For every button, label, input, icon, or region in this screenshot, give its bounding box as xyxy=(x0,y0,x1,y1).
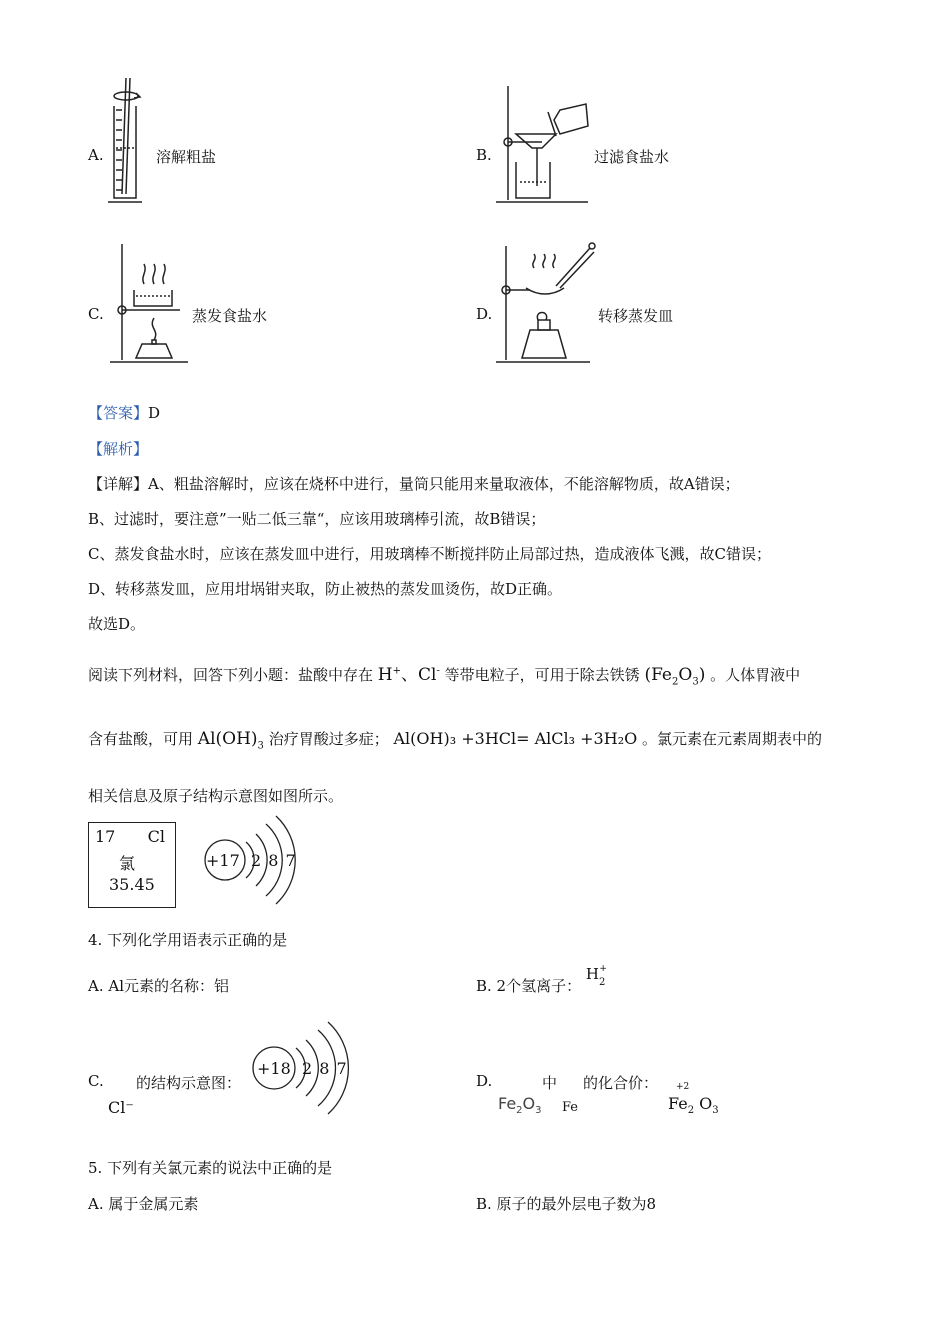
q4-option-b xyxy=(476,964,613,998)
option-a-letter: A. xyxy=(88,146,104,164)
option-b-letter: B. xyxy=(476,146,492,164)
q4-option-c-text: 的结构示意图： xyxy=(136,1074,242,1092)
q4-d-fe: Fe xyxy=(562,1100,579,1115)
q5-option-a: A. 属于金属元素 xyxy=(88,1195,199,1213)
aloh3-formula: $Al(OH)_3$ xyxy=(197,729,264,752)
option-c-letter: C. xyxy=(88,305,104,323)
q4-d-fe2o3-formula: $Fe_2O_3$ xyxy=(498,1094,542,1117)
analysis-line-a xyxy=(88,473,740,494)
analysis-line-d: D、转移蒸发皿，应用坩埚钳夹取，防止被热的蒸发皿烫伤，故D正确。 xyxy=(88,580,563,598)
option-d-letter: D. xyxy=(476,305,493,323)
q4-option-c-letter: C. xyxy=(88,1072,104,1090)
analysis-conclusion: 故选D。 xyxy=(88,615,146,633)
material-text-2b: 治疗胃酸过多症； xyxy=(268,730,389,748)
material-text-2a: 含有盐酸，可用 xyxy=(88,730,194,748)
h2-ion-formula: $H_2^+$ xyxy=(585,964,607,988)
analysis-line-c: C、蒸发食盐水时，应该在蒸发皿中进行，用玻璃棒不断搅拌防止局部过热，造成液体飞溅，故C错误； xyxy=(88,545,771,563)
transfer-dish-figure xyxy=(494,238,602,368)
q5-option-b: B. 原子的最外层电子数为8 xyxy=(476,1195,657,1213)
option-d-label: 转移蒸发皿 xyxy=(598,307,674,325)
q4-option-d-letter: D. xyxy=(476,1072,493,1090)
material-text-1a: 阅读下列材料，回答下列小题：盐酸中存在 xyxy=(88,666,374,684)
element-card-number: 17 xyxy=(95,827,116,846)
q4-d-answer-formula: $Fe_2$ $O_3$ xyxy=(668,1094,719,1117)
q4-d-valence: +2 xyxy=(676,1082,690,1092)
cl-shells: 2 8 7 xyxy=(251,851,296,870)
element-card-symbol: Cl xyxy=(147,827,165,846)
material-text-2c: 。氯元素在元素周期表中的 xyxy=(642,730,823,748)
q4-option-d-text: 的化合价： xyxy=(583,1074,659,1092)
q4-option-a: A. Al元素的名称：铝 xyxy=(88,977,229,995)
analysis-line-b: B、过滤时，要注意”一贴二低三靠“，应该用玻璃棒引流，故B错误； xyxy=(88,510,546,528)
detail-tag: 【详解】 xyxy=(88,475,149,493)
option-c-label: 蒸发食盐水 xyxy=(192,307,268,325)
material-line-1 xyxy=(88,660,800,687)
q4-c-shells: 2 8 7 xyxy=(302,1059,347,1078)
answer-line xyxy=(88,402,160,423)
q4-c-nucleus: +18 xyxy=(257,1059,291,1078)
cl-nucleus: +17 xyxy=(206,851,240,870)
filtration-figure xyxy=(494,86,594,206)
material-text-1b: 等带电粒子，可用于除去铁锈 xyxy=(444,666,640,684)
q4-stem: 4. 下列化学用语表示正确的是 xyxy=(88,931,288,949)
option-a-label: 溶解粗盐 xyxy=(156,148,217,166)
evaporation-figure xyxy=(104,244,190,368)
q4-option-d-mid: 中 xyxy=(542,1074,558,1092)
answer-value: D xyxy=(148,404,161,422)
q4-option-b-text: B. 2个氢离子： xyxy=(476,977,582,995)
graduated-cylinder-figure xyxy=(104,76,152,208)
q4-option-c-ion: Cl⁻ xyxy=(108,1098,134,1117)
answer-tag: 【答案】 xyxy=(88,404,149,422)
option-b-label: 过滤食盐水 xyxy=(594,148,670,166)
ions-formula: H+、Cl- xyxy=(377,665,440,685)
reaction-equation: Al(OH)₃ +3HCl= AlCl₃ +3H₂O xyxy=(393,729,638,748)
analysis-tag: 【解析】 xyxy=(88,440,149,458)
rust-formula: $(Fe_2O_3)$ xyxy=(644,665,706,688)
element-card-mass: 35.45 xyxy=(109,875,155,894)
material-text-1c: 。人体胃液中 xyxy=(710,666,801,684)
q5-stem: 5. 下列有关氯元素的说法中正确的是 xyxy=(88,1159,333,1177)
element-card xyxy=(88,822,176,908)
material-line-3: 相关信息及原子结构示意图如图所示。 xyxy=(88,787,344,805)
material-line-2 xyxy=(88,728,822,751)
analysis-text-a: A、粗盐溶解时，应该在烧杯中进行，量筒只能用来量取液体，不能溶解物质，故A错误； xyxy=(148,475,740,493)
element-card-name: 氯 xyxy=(119,854,136,873)
